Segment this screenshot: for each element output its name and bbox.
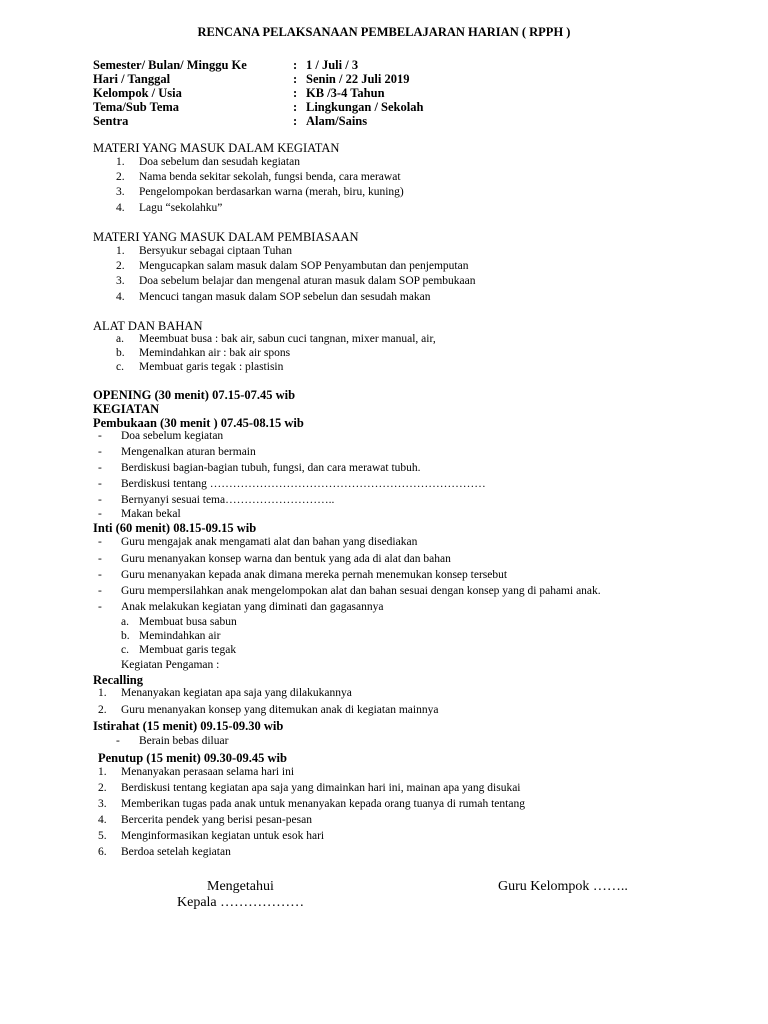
list-item: Guru mempersilahkan anak mengelompokan alat dan bahan sesuai dengan konsep yang di pahami anak. (121, 585, 601, 597)
list-item: Berdiskusi bagian-bagian tubuh, fungsi, dan cara merawat tubuh. (121, 462, 421, 474)
list-item: Mengenalkan aturan bermain (121, 446, 256, 458)
pembukaan-heading: Pembukaan (30 menit ) 07.45-08.15 wib (93, 416, 304, 430)
list-item: Bersyukur sebagai ciptaan Tuhan (139, 245, 292, 257)
list-item: Lagu “sekolahku” (139, 202, 223, 214)
list-item: Guru menanyakan konsep yang ditemukan anak di kegiatan mainnya (121, 704, 439, 716)
list-item: Menanyakan kegiatan apa saja yang dilakukannya (121, 687, 352, 699)
list-number: 6. (98, 846, 107, 858)
list-item: Menginformasikan kegiatan untuk esok hari (121, 830, 325, 842)
list-bullet: - (116, 735, 120, 747)
list-item: Memberikan tugas pada anak untuk menanyakan kepada orang tuanya di rumah tentang (121, 798, 525, 810)
list-item: Anak melakukan kegiatan yang diminati dan gagasannya (121, 601, 384, 613)
recalling-heading: Recalling (93, 673, 143, 687)
list-item: Berdiskusi tentang kegiatan apa saja yang dimainkan hari ini, mainan apa yang disukai (121, 782, 521, 794)
info-value: KB /3-4 Tahun (306, 86, 385, 100)
list-bullet: - (98, 569, 102, 581)
list-bullet: - (98, 585, 102, 597)
list-number: 4. (116, 291, 125, 303)
list-bullet: - (98, 601, 102, 613)
list-item: Mengucapkan salam masuk dalam SOP Penyambutan dan penjemputan (139, 260, 469, 272)
mengetahui-label: Mengetahui (207, 879, 274, 894)
kepala-signature-line: Kepala ……………… (177, 895, 305, 910)
list-item: Doa sebelum belajar dan mengenal aturan masuk dalam SOP pembukaan (139, 275, 476, 287)
list-item: Memindahkan air : bak air spons (139, 347, 291, 359)
list-item: Pengelompokan berdasarkan warna (merah, biru, kuning) (139, 186, 404, 198)
list-number: c. (116, 361, 124, 373)
guru-kelompok-signature-line: Guru Kelompok …….. (498, 879, 628, 894)
list-item: Meembuat busa : bak air, sabun cuci tangnan, mixer manual, air, (139, 333, 436, 345)
list-item: Membuat busa sabun (139, 616, 237, 628)
list-number: a. (116, 333, 124, 345)
list-item: Berain bebas diluar (139, 735, 229, 747)
info-label: Kelompok / Usia (93, 86, 182, 100)
list-item: Menanyakan perasaan selama hari ini (121, 766, 295, 778)
list-bullet: - (98, 462, 102, 474)
list-number: 3. (116, 275, 125, 287)
section-heading: MATERI YANG MASUK DALAM PEMBIASAAN (93, 230, 359, 244)
list-number: 2. (116, 260, 125, 272)
list-bullet: - (98, 446, 102, 458)
list-bullet: - (98, 508, 102, 520)
info-value: Senin / 22 Juli 2019 (306, 72, 410, 86)
list-item: Berdiskusi tentang ……………………………………………………………… (121, 478, 486, 490)
list-number: b. (121, 630, 130, 642)
info-colon: : (293, 58, 298, 72)
list-number: 3. (116, 186, 125, 198)
section-heading: MATERI YANG MASUK DALAM KEGIATAN (93, 141, 340, 155)
list-number: b. (116, 347, 125, 359)
kegiatan-heading: KEGIATAN (93, 402, 160, 416)
info-colon: : (293, 114, 298, 128)
list-item: Membuat garis tegak : plastisin (139, 361, 284, 373)
info-label: Tema/Sub Tema (93, 100, 180, 114)
list-item: Berdoa setelah kegiatan (121, 846, 231, 858)
list-number: 4. (98, 814, 107, 826)
info-value: Lingkungan / Sekolah (306, 100, 424, 114)
list-item: Memindahkan air (139, 630, 221, 642)
info-label: Hari / Tanggal (93, 72, 171, 86)
list-item: Bernyanyi sesuai tema……………………….. (121, 494, 335, 506)
info-colon: : (293, 86, 298, 100)
list-item: Guru mengajak anak mengamati alat dan bahan yang disediakan (121, 536, 418, 548)
list-number: 1. (98, 766, 107, 778)
list-item: Guru menanyakan konsep warna dan bentuk yang ada di alat dan bahan (121, 553, 451, 565)
list-number: 2. (98, 704, 107, 716)
list-item: Bercerita pendek yang berisi pesan-pesan (121, 814, 312, 826)
list-number: 1. (98, 687, 107, 699)
inti-heading: Inti (60 menit) 08.15-09.15 wib (93, 521, 257, 535)
section-heading: ALAT DAN BAHAN (93, 319, 203, 333)
penutup-heading: Penutup (15 menit) 09.30-09.45 wib (98, 751, 287, 765)
list-number: 1. (116, 245, 125, 257)
pengaman-label: Kegiatan Pengaman : (121, 659, 220, 671)
istirahat-heading: Istirahat (15 menit) 09.15-09.30 wib (93, 719, 284, 733)
info-label: Semester/ Bulan/ Minggu Ke (93, 58, 247, 72)
list-item: Guru menanyakan kepada anak dimana mereka pernah menemukan konsep tersebut (121, 569, 508, 581)
list-number: c. (121, 644, 129, 656)
info-colon: : (293, 100, 298, 114)
list-number: a. (121, 616, 129, 628)
list-item: Makan bekal (121, 508, 181, 520)
list-item: Nama benda sekitar sekolah, fungsi benda, cara merawat (139, 171, 401, 183)
list-number: 1. (116, 156, 125, 168)
info-value: 1 / Juli / 3 (306, 58, 359, 72)
list-bullet: - (98, 478, 102, 490)
info-colon: : (293, 72, 298, 86)
info-value: Alam/Sains (306, 114, 368, 128)
list-item: Doa sebelum dan sesudah kegiatan (139, 156, 300, 168)
list-number: 5. (98, 830, 107, 842)
list-number: 4. (116, 202, 125, 214)
list-bullet: - (98, 536, 102, 548)
list-item: Doa sebelum kegiatan (121, 430, 224, 442)
list-number: 3. (98, 798, 107, 810)
list-number: 2. (98, 782, 107, 794)
opening-heading: OPENING (30 menit) 07.15-07.45 wib (93, 388, 296, 402)
list-item: Membuat garis tegak (139, 644, 237, 656)
list-bullet: - (98, 494, 102, 506)
list-bullet: - (98, 553, 102, 565)
list-bullet: - (98, 430, 102, 442)
info-label: Sentra (93, 114, 129, 128)
list-number: 2. (116, 171, 125, 183)
list-item: Mencuci tangan masuk dalam SOP sebelun dan sesudah makan (139, 291, 431, 303)
document-title: RENCANA PELAKSANAAN PEMBELAJARAN HARIAN ( RPPH ) (197, 25, 571, 39)
